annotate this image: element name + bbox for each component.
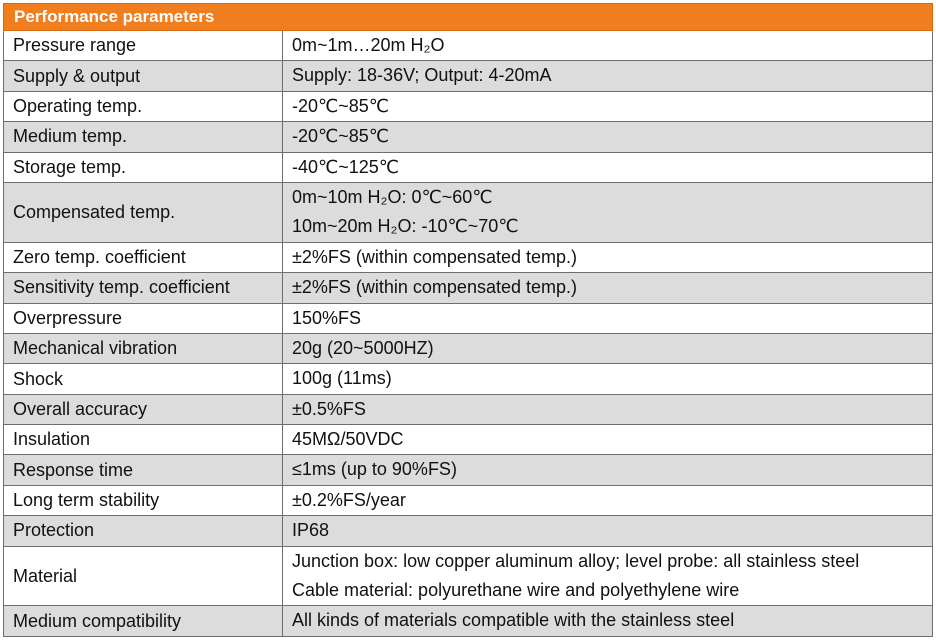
parameter-value-line: Cable material: polyurethane wire and polyethylene wire <box>292 580 740 601</box>
parameter-value-line: All kinds of materials compatible with the stainless steel <box>292 610 735 631</box>
parameter-value-line: Junction box: low copper aluminum alloy; level probe: all stainless steel <box>292 550 860 571</box>
parameter-value-line: 150%FS <box>292 307 362 328</box>
table-row <box>4 242 933 272</box>
table-row <box>4 364 933 394</box>
table-row <box>4 273 933 303</box>
parameter-value-line: ≤1ms (up to 90%FS) <box>292 459 457 480</box>
parameter-value-line: ±0.2%FS/year <box>292 489 406 510</box>
parameter-value <box>283 394 933 424</box>
table-row <box>4 425 933 455</box>
parameter-value-line: ±2%FS (within compensated temp.) <box>292 246 577 267</box>
parameter-value-line: -20℃~85℃ <box>292 95 389 116</box>
parameter-value <box>283 455 933 485</box>
table-row <box>4 91 933 121</box>
parameter-label: Shock <box>4 364 283 394</box>
parameter-value-line: -20℃~85℃ <box>292 126 389 147</box>
parameter-value-line: 0m~10m H₂O: 0℃~60℃ <box>292 186 493 207</box>
table-row <box>4 122 933 152</box>
parameter-value <box>283 516 933 546</box>
parameter-value <box>283 242 933 272</box>
parameter-label: Sensitivity temp. coefficient <box>4 273 283 303</box>
parameter-value <box>283 31 933 61</box>
parameter-value <box>283 273 933 303</box>
parameter-label: Zero temp. coefficient <box>4 242 283 272</box>
parameter-value-line: 100g (11ms) <box>292 368 392 389</box>
parameter-value <box>283 303 933 333</box>
parameter-label: Compensated temp. <box>4 182 283 242</box>
parameter-value <box>283 546 933 606</box>
parameter-value <box>283 122 933 152</box>
parameter-label: Pressure range <box>4 31 283 61</box>
parameter-value-line: 45MΩ/50VDC <box>292 429 404 450</box>
parameter-value-line: Supply: 18-36V; Output: 4-20mA <box>292 65 552 86</box>
parameter-label: Long term stability <box>4 485 283 515</box>
table-row <box>4 333 933 363</box>
parameter-value <box>283 61 933 91</box>
parameter-label: Overall accuracy <box>4 394 283 424</box>
table-row <box>4 516 933 546</box>
parameter-value-line: ±2%FS (within compensated temp.) <box>292 277 577 298</box>
parameter-value <box>283 606 933 636</box>
parameter-value-line: ±0.5%FS <box>292 398 366 419</box>
table-row <box>4 455 933 485</box>
table-title: Performance parameters <box>4 4 933 31</box>
parameter-value-line: 10m~20m H₂O: -10℃~70℃ <box>292 216 519 237</box>
table-row <box>4 394 933 424</box>
parameter-label: Overpressure <box>4 303 283 333</box>
parameter-label: Protection <box>4 516 283 546</box>
parameter-value-line: 20g (20~5000HZ) <box>292 337 434 358</box>
parameter-label: Operating temp. <box>4 91 283 121</box>
parameter-value <box>283 182 933 242</box>
parameter-value <box>283 485 933 515</box>
table-row <box>4 546 933 606</box>
parameter-label: Storage temp. <box>4 152 283 182</box>
parameter-value-line: -40℃~125℃ <box>292 156 399 177</box>
table-row <box>4 606 933 636</box>
parameter-value <box>283 91 933 121</box>
table-row <box>4 485 933 515</box>
parameter-value-line: IP68 <box>292 520 330 541</box>
parameter-label: Insulation <box>4 425 283 455</box>
table-row <box>4 61 933 91</box>
parameter-value-line: 0m~1m…20m H₂O <box>292 35 445 55</box>
parameter-label: Supply & output <box>4 61 283 91</box>
parameter-value <box>283 364 933 394</box>
table-row <box>4 182 933 242</box>
parameter-label: Medium temp. <box>4 122 283 152</box>
parameter-value <box>283 152 933 182</box>
table-row <box>4 303 933 333</box>
parameter-label: Medium compatibility <box>4 606 283 636</box>
table-header-row <box>4 4 933 31</box>
parameter-value <box>283 425 933 455</box>
parameter-label: Response time <box>4 455 283 485</box>
table-row <box>4 152 933 182</box>
table-row <box>4 31 933 61</box>
performance-parameters-table <box>3 3 933 637</box>
parameter-label: Material <box>4 546 283 606</box>
parameter-label: Mechanical vibration <box>4 333 283 363</box>
parameter-value <box>283 333 933 363</box>
